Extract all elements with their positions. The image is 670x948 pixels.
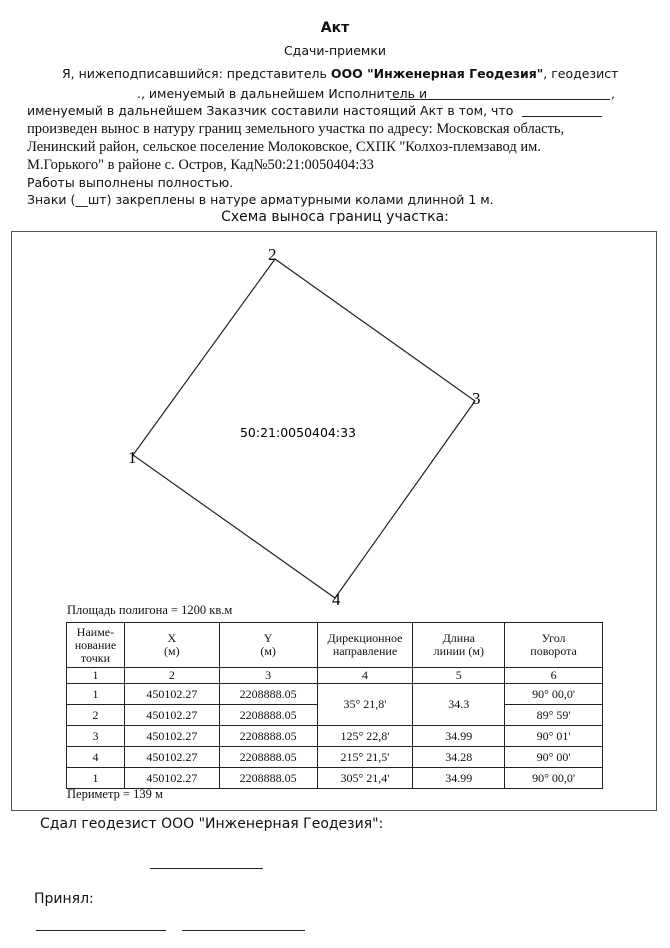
intro-suffix: , геодезист xyxy=(543,66,619,81)
handed-signature-line[interactable] xyxy=(150,868,263,869)
header-y: Y (м) xyxy=(219,623,317,668)
point-label-4: 4 xyxy=(332,590,341,609)
area-text: Площадь полигона = 1200 кв.м xyxy=(67,603,233,617)
accepted-name-line[interactable] xyxy=(182,930,305,931)
address-line-2: Ленинский район, сельское поселение Молоковское, СХПК "Колхоз-племзавод им. xyxy=(27,139,541,155)
header-x: X (м) xyxy=(124,623,219,668)
works-done-text: Работы выполнены полностью. xyxy=(27,175,234,190)
intro-line-2: ., именуемый в дальнейшем Исполнитель и xyxy=(137,86,428,101)
column-numbers-row: 1 2 3 4 5 6 xyxy=(67,668,603,684)
scheme-title: Схема выноса границ участка: xyxy=(221,209,449,225)
header-length: Длина линии (м) xyxy=(413,623,505,668)
header-angle: Угол поворота xyxy=(505,623,603,668)
intro-line-2-end: , xyxy=(611,86,615,101)
table-header-row xyxy=(67,623,603,668)
header-point-name: Наиме- нование точки xyxy=(67,623,125,668)
point-label-1: 1 xyxy=(128,448,137,467)
table-row: 1 450102.27 2208888.05 35° 21,8' 34.3 90° 00,0' xyxy=(67,684,603,705)
table-row: 3 450102.27 2208888.05 125° 22,8' 34.99 90° 01' xyxy=(67,726,603,747)
address-line-1: произведен вынос в натуру границ земельного участка по адресу: Московская область, xyxy=(27,121,565,137)
perimeter-text: Периметр = 139 м xyxy=(67,787,163,801)
intro-line-3: именуемый в дальнейшем Заказчик составили настоящий Акт в том, что xyxy=(27,103,514,118)
accepted-signature-line[interactable] xyxy=(36,930,166,931)
intro-prefix: Я, нижеподписавшийся: представитель xyxy=(62,66,331,81)
point-label-3: 3 xyxy=(472,389,481,408)
handed-over-text: Сдал геодезист ООО "Инженерная Геодезия": xyxy=(40,816,384,832)
coordinates-table xyxy=(66,622,603,789)
accepted-text: Принял: xyxy=(34,891,94,907)
marks-text: Знаки (__шт) закреплены в натуре арматурными колами длинной 1 м. xyxy=(27,192,494,207)
header-direction: Дирекционное направление xyxy=(317,623,413,668)
address-line-3: М.Горького" в районе с. Остров, Кад№50:21:0050404:33 xyxy=(27,157,374,173)
table-row: 2 450102.27 2208888.05 89° 59' xyxy=(67,705,603,726)
point-label-2: 2 xyxy=(268,245,277,264)
table-row: 4 450102.27 2208888.05 215° 21,5' 34.28 90° 00' xyxy=(67,747,603,768)
table-row: 1 450102.27 2208888.05 305° 21,4' 34.99 90° 00,0' xyxy=(67,768,603,789)
parcel-cadastral-label: 50:21:0050404:33 xyxy=(239,425,357,440)
document-title: Акт xyxy=(320,20,350,36)
company-name: ООО "Инженерная Геодезия" xyxy=(330,66,544,81)
document-subtitle: Сдачи-приемки xyxy=(283,43,387,58)
